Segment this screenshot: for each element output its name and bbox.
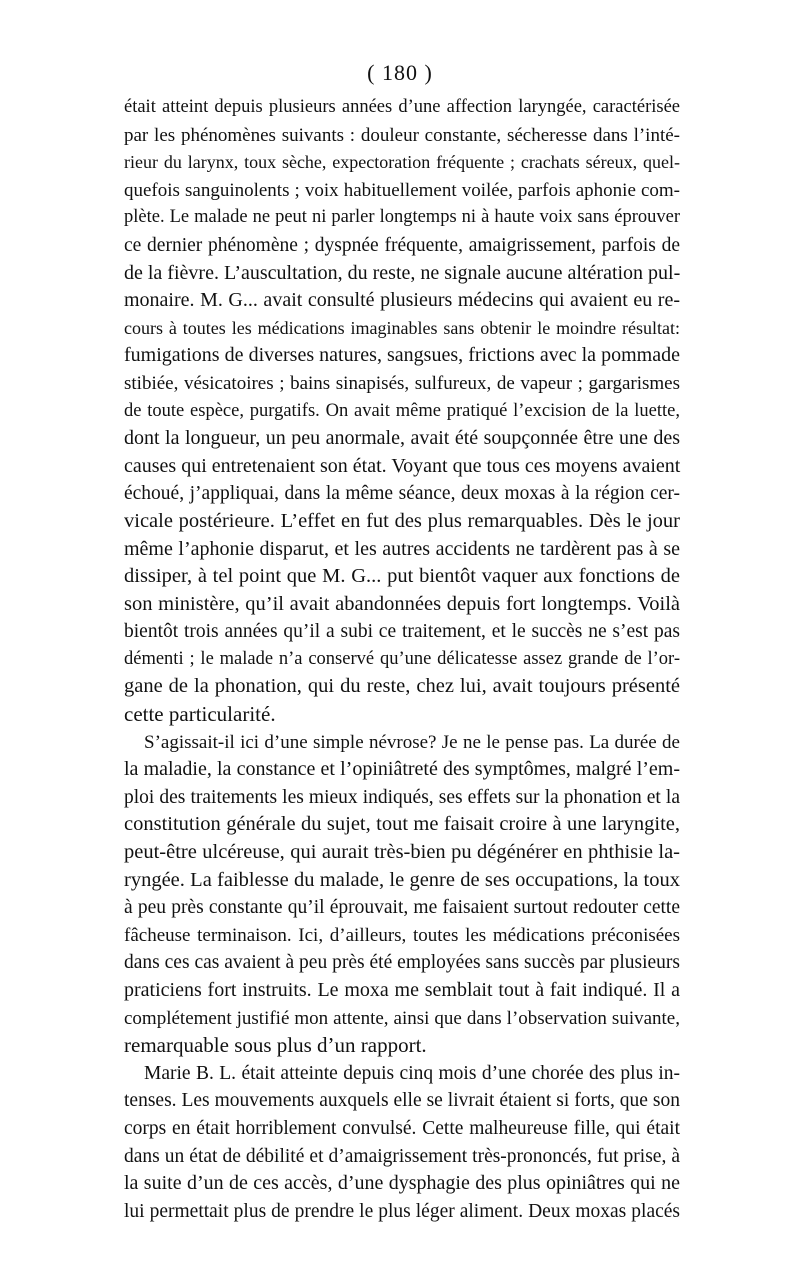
text-line: la suite d’un de ces accès, d’une dysphagie des plus opiniâtres qui ne <box>124 1172 680 1195</box>
text-line: stibiée, vésicatoires ; bains sinapisés, sulfureux, de vapeur ; gargarismes <box>124 372 680 394</box>
text-line: remarquable sous plus d’un rapport. <box>124 1033 427 1058</box>
text-line: même l’aphonie disparut, et les autres accidents ne tardèrent pas à se <box>124 537 680 560</box>
text-line: fâcheuse terminaison. Ici, d’ailleurs, toutes les médications préconisées <box>124 924 680 946</box>
text-line: échoué, j’appliquai, dans la même séance, deux moxas à la région cer- <box>124 483 680 505</box>
text-line: complétement justifié mon attente, ainsi que dans l’observation suivante, <box>124 1007 680 1029</box>
text-line: ce dernier phénomène ; dyspnée fréquente, amaigrissement, parfois de <box>124 234 680 256</box>
text-line: dissiper, à tel point que M. G... put bientôt vaquer aux fonctions de <box>124 565 680 588</box>
text-line: praticiens fort instruits. Le moxa me semblait tout à fait indiqué. Il a <box>124 979 680 1001</box>
text-line: bientôt trois années qu’il a subi ce traitement, et le succès ne s’est pas <box>124 621 680 643</box>
text-line: cours à toutes les médications imaginables sans obtenir le moindre résultat: <box>124 317 680 338</box>
text-line: tenses. Les mouvements auxquels elle se livrait étaient si forts, que son <box>124 1090 680 1112</box>
text-line: peut-être ulcéreuse, qui aurait très-bien pu dégénérer en phthisie la- <box>124 841 680 864</box>
text-line: fumigations de diverses natures, sangsues, frictions avec la pommade <box>124 344 680 367</box>
text-line: monaire. M. G... avait consulté plusieurs médecins qui avaient eu re- <box>124 289 680 312</box>
page-number: ( 180 ) <box>367 60 433 85</box>
text-line: par les phénomènes suivants : douleur constante, sécheresse dans l’inté- <box>124 124 680 146</box>
text-line: corps en était horriblement convulsé. Cette malheureuse fille, qui était <box>124 1117 680 1139</box>
text-line: dont la longueur, un peu anormale, avait été soupçonnée être une des <box>124 427 680 450</box>
text-line: constitution générale du sujet, tout me faisait croire à une laryngite, <box>124 813 680 836</box>
text-line: cette particularité. <box>124 702 276 727</box>
text-line: gane de la phonation, qui du reste, chez lui, avait toujours présenté <box>124 675 680 698</box>
text-line: rieur du larynx, toux sèche, expectoration fréquente ; crachats séreux, quel- <box>124 152 680 173</box>
text-line: la maladie, la constance et l’opiniâtreté des symptômes, malgré l’em- <box>124 758 680 781</box>
text-line: ryngée. La faiblesse du malade, le genre de ses occupations, la toux <box>124 868 680 891</box>
text-line: de toute espèce, purgatifs. On avait même pratiqué l’excision de la luette, <box>124 400 680 421</box>
text-line: quefois sanguinolents ; voix habituellement voilée, parfois aphonie com- <box>124 179 680 201</box>
text-line: causes qui entretenaient son état. Voyant que tous ces moyens avaient <box>124 454 681 477</box>
text-line: son ministère, qu’il avait abandonnées depuis fort longtemps. Voilà <box>124 592 680 615</box>
text-line: démenti ; le malade n’a conservé qu’une délicatesse assez grande de l’or- <box>124 648 680 669</box>
text-line: était atteint depuis plusieurs années d’une affection laryngée, caractérisée <box>124 97 680 117</box>
text-line: S’agissait-il ici d’une simple névrose? Je ne le pense pas. La durée de <box>144 731 680 753</box>
text-line: lui permettait plus de prendre le plus léger aliment. Deux moxas placés <box>124 1200 680 1222</box>
text-line: ploi des traitements les mieux indiqués, ses effets sur la phonation et la <box>124 786 680 808</box>
text-line: dans un état de débilité et d’amaigrissement très-prononcés, fut prise, à <box>124 1145 680 1167</box>
text-line: vicale postérieure. L’effet en fut des plus remarquables. Dès le jour <box>124 509 680 532</box>
body-text <box>124 94 680 1225</box>
text-line: de la fièvre. L’auscultation, du reste, ne signale aucune altération pul- <box>124 261 681 284</box>
text-line: plète. Le malade ne peut ni parler longtemps ni à haute voix sans éprouver <box>124 207 680 228</box>
text-line: Marie B. L. était atteinte depuis cinq mois d’une chorée des plus in- <box>144 1062 680 1084</box>
text-line: à peu près constante qu’il éprouvait, me faisaient surtout redouter cette <box>124 897 680 919</box>
text-line: dans ces cas avaient à peu près été employées sans succès par plusieurs <box>124 952 680 974</box>
